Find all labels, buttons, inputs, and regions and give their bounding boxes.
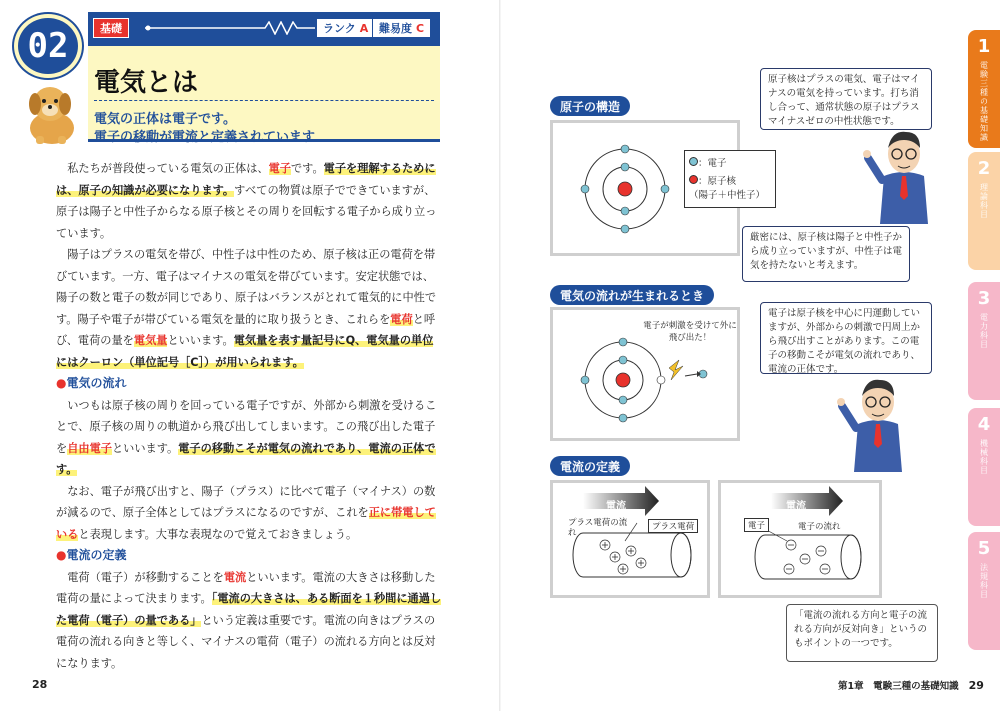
keyword-free-electron: 自由電子 xyxy=(67,441,112,455)
legend-nucleus-label: ：原子核 xyxy=(698,176,737,187)
text-run: と呼び、電荷の量を xyxy=(56,312,436,347)
section-label-flow: 電気の流れが生まれるとき xyxy=(550,285,714,305)
chapter-tab-number: 1 xyxy=(977,36,991,57)
chapter-tab-title: 機械科目 xyxy=(979,439,989,475)
text-run: すべての物質は原子でできていますが、原子は陽子と中性子からなる原子核とその周りを回転する電子から成り立っています。 xyxy=(56,183,437,240)
legend-nucleus-detail: （陽子＋中性子） xyxy=(689,190,766,201)
chapter-tab-1[interactable] xyxy=(968,30,1000,148)
rank-tag xyxy=(316,18,375,38)
text-run: なお、電子が飛び出すと、陽子（プラス）に比べて電子（マイナス）の数が減るので、原子全体としてはプラスになるのですが、これを xyxy=(56,484,436,519)
keyword-positive-charge: 正に帯電している xyxy=(56,506,436,541)
chapter-tab-3[interactable] xyxy=(968,282,1000,400)
difficulty-value: C xyxy=(416,21,425,35)
text-run: 電荷（電子）が移動することを xyxy=(67,570,224,584)
keyword-electron: 電子 xyxy=(268,162,291,175)
rank-label: ランク xyxy=(323,22,356,35)
chapter-tab-number: 4 xyxy=(977,414,991,435)
current-label-1: 電流 xyxy=(606,501,626,512)
resistor-wire-icon xyxy=(145,21,315,35)
chapter-tab-title: 電力科目 xyxy=(979,313,989,349)
rank-value: A xyxy=(359,21,369,35)
text-run: といいます。 xyxy=(167,334,234,347)
heading-text: 電流の定義 xyxy=(66,548,127,562)
heading-definition: ●電流の定義 xyxy=(56,548,127,562)
footer-right xyxy=(838,678,984,692)
paragraph-5 xyxy=(56,567,444,675)
electron-flow-label: 電子の流れ xyxy=(798,522,841,532)
keyword-current: 電流 xyxy=(223,570,247,584)
legend-electron-label: ：電子 xyxy=(698,158,727,169)
heading-text: 電気の流れ xyxy=(66,376,127,390)
text-run: 私たちが普段使っている電気の正体は、 xyxy=(67,162,269,175)
title-divider xyxy=(94,100,434,101)
difficulty-label: 難易度 xyxy=(379,22,412,35)
legend-electron xyxy=(689,155,771,169)
highlight-text: 「電流の大きさは、ある断面を１秒間に通過した電荷（電子）の量である」 xyxy=(56,592,442,627)
highlight-text: 電子の移動こそが電気の流れであり、電流の正体です。 xyxy=(56,441,436,476)
page-number-right: 29 xyxy=(968,679,984,692)
subtitle-line-1: 電気の正体は電子です。 xyxy=(94,112,236,127)
speech-bubble-4: 「電流の流れる方向と電子の流れる方向が反対向き」というのもポイントの一つです。 xyxy=(786,604,938,662)
text-run: いつもは原子核の周りを回っている電子ですが、外部から刺激を受けることで、原子核の周りの軌道から飛び出してしまいます。この飛び出した電子を xyxy=(56,398,437,455)
current-label-2: 電流 xyxy=(786,501,806,512)
chapter-tab-number: 3 xyxy=(977,288,991,309)
plus-charge-diagram xyxy=(553,483,707,595)
chapter-tab-5[interactable] xyxy=(968,532,1000,650)
section-number-badge: 02 xyxy=(14,14,82,78)
speech-bubble-3: 電子は原子核を中心に円運動していますが、外部からの刺激で円周上から飛び出すことがあります。この電子の移動こそが電気の流れであり、電流の正体です。 xyxy=(760,302,932,374)
legend-nucleus xyxy=(689,173,771,187)
nucleus-icon xyxy=(689,175,698,184)
chapter-tab-4[interactable] xyxy=(968,408,1000,526)
chapter-tab-number: 5 xyxy=(977,538,991,559)
paragraph-4 xyxy=(56,481,444,546)
section-label-atom: 原子の構造 xyxy=(550,96,630,116)
keyword-quantity: 電気量 xyxy=(133,334,168,347)
page-number-left: 28 xyxy=(32,678,48,691)
atom-legend xyxy=(684,150,776,208)
chapter-tab-title: 理論科目 xyxy=(979,183,989,219)
paragraph-2 xyxy=(56,244,444,373)
text-run: 陽子はプラスの電気を帯び、中性子は中性のため、原子核は正の電荷を帯びています。一方、電子はマイナスの電気を帯びています。安定状態では、陽子の数と電子の数が同じであり、原子はバランスがとれて電気的に中性です。陽子や電子が帯びている電気を量的に取り扱うとき、これらを xyxy=(56,248,437,326)
plus-flow-label: プラス電荷の流れ xyxy=(568,518,628,538)
electron-icon xyxy=(689,157,698,166)
electron-label: 電子 xyxy=(744,518,769,532)
chapter-tab-2[interactable] xyxy=(968,152,1000,270)
speech-bubble-2: 厳密には、原子核は陽子と中性子から成り立っていますが、中性子は電気を持たないと考えます。 xyxy=(742,226,910,282)
text-run: といいます。電流の大きさは移動した電荷の量によって決まります。 xyxy=(56,570,436,605)
flow-caption: 電子が刺激を受けて外に飛び出た！ xyxy=(643,321,737,343)
text-run: という定義は重要です。電流の向きはプラスの電荷の流れる向きと等しく、マイナスの電荷（電子）の流れる方向とは反対になります。 xyxy=(56,613,436,670)
highlight-text: 電気量を表す量記号にQ、電気量の単位にはクーロン（単位記号［C］）が用いられます。 xyxy=(56,334,434,369)
teacher-illustration-icon xyxy=(862,124,948,224)
difficulty-tag xyxy=(372,18,431,38)
highlight-text: 電子を理解するためには、原子の知識が必要になります。 xyxy=(56,162,436,197)
chapter-tab-number: 2 xyxy=(977,158,991,179)
chapter-tab-title: 電験三種の基礎知識 xyxy=(979,61,989,142)
dog-mascot-icon xyxy=(16,80,86,146)
plus-charge-label: プラス電荷 xyxy=(648,519,698,533)
body-text xyxy=(56,158,444,674)
paragraph-3 xyxy=(56,395,444,481)
teacher-illustration-2-icon xyxy=(836,372,922,472)
chapter-tab-title: 法規科目 xyxy=(979,563,989,599)
page-gutter xyxy=(499,0,501,711)
keyword-charge: 電荷 xyxy=(390,312,413,326)
paragraph-1 xyxy=(56,158,444,244)
section-label-definition: 電流の定義 xyxy=(550,456,630,476)
speech-bubble-1: 原子核はプラスの電気、電子はマイナスの電気を持っています。打ち消し合って、通常状態の原子はプラスマイナスゼロの中性状態です。 xyxy=(760,68,932,130)
basic-tag: 基礎 xyxy=(93,18,129,38)
section-header xyxy=(0,0,440,145)
text-run: です。 xyxy=(290,162,324,175)
footer-chapter: 第1章 電験三種の基礎知識 xyxy=(838,681,959,692)
text-run: と表現します。大事な表現なので覚えておきましょう。 xyxy=(78,527,358,541)
heading-flow: ●電気の流れ xyxy=(56,376,127,390)
subtitle-line-2: 電子の移動が電流と定義されています xyxy=(94,130,316,145)
text-run: といいます。 xyxy=(111,441,179,455)
page-title: 電気とは xyxy=(94,68,199,98)
